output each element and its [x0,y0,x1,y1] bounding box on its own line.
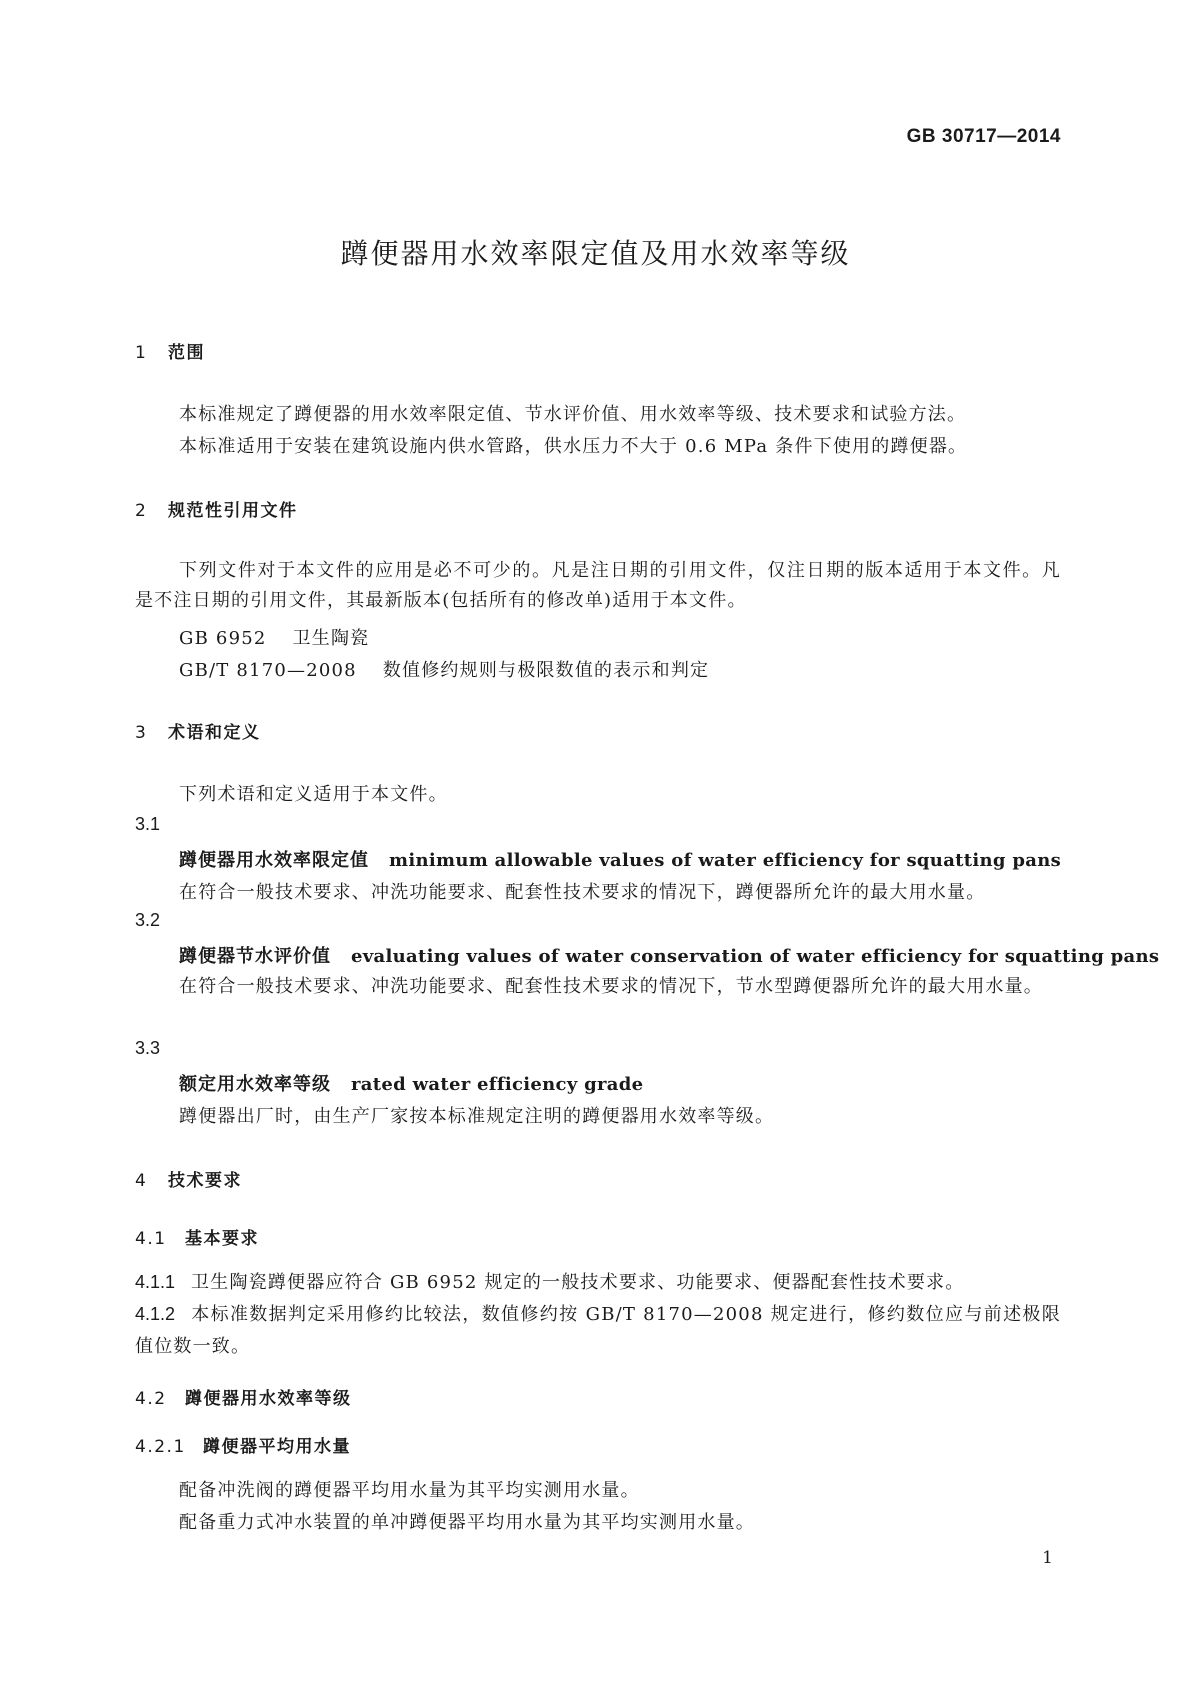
subsection-number: 4.2 [135,1389,167,1409]
section-4-paragraph-2: 配备重力式冲水装置的单冲蹲便器平均用水量为其平均实测用水量。 [179,1512,755,1533]
section-3-paragraph: 下列术语和定义适用于本文件。 [179,784,448,805]
reference-name: 卫生陶瓷 [292,628,370,649]
section-1-paragraph-2: 本标准适用于安装在建筑设施内供水管路，供水压力不大于 0.6 MPa 条件下使用的蹲便器。 [179,436,968,457]
term-english: evaluating values of water conservation of water efficiency for squatting pans [351,946,1160,967]
section-number: 4 [135,1171,148,1191]
clause-number: 4.1.1 [135,1272,176,1292]
reference-item [179,624,369,650]
section-1-heading [135,338,205,363]
term-chinese: 蹲便器用水效率限定值 [179,850,369,871]
term-definition: 在符合一般技术要求、冲洗功能要求、配套性技术要求的情况下，蹲便器所允许的最大用水量。 [179,882,986,903]
document-code: GB 30717—2014 [906,126,1061,147]
section-4-heading [135,1166,242,1191]
section-number: 3 [135,723,148,743]
subsection-4-1-heading [135,1224,259,1249]
subsection-title: 蹲便器用水效率等级 [185,1389,352,1409]
subsection-number: 4.1 [135,1229,167,1249]
term-number: 3.2 [135,910,161,930]
term-number: 3.3 [135,1038,161,1058]
term-definition: 蹲便器出厂时，由生产厂家按本标准规定注明的蹲便器用水效率等级。 [179,1106,775,1127]
page-number: 1 [1042,1548,1053,1568]
section-title: 术语和定义 [168,723,261,743]
document-title: 蹲便器用水效率限定值及用水效率等级 [340,237,851,270]
section-title: 规范性引用文件 [168,501,298,521]
clause-4-1-1 [135,1266,1061,1299]
section-number: 1 [135,343,148,363]
subsection-title: 基本要求 [185,1229,259,1249]
section-title: 范围 [168,343,205,363]
reference-code: GB/T 8170—2008 [179,660,357,681]
section-4-paragraph-1: 配备冲洗阀的蹲便器平均用水量为其平均实测用水量。 [179,1480,640,1501]
subsection-4-2-heading [135,1384,352,1409]
section-title: 技术要求 [168,1171,242,1191]
term-chinese: 额定用水效率等级 [179,1074,331,1095]
subsection-number: 4.2.1 [135,1437,186,1457]
section-1-paragraph-1: 本标准规定了蹲便器的用水效率限定值、节水评价值、用水效率等级、技术要求和试验方法。 [179,404,967,425]
clause-text: 本标准数据判定采用修约比较法，数值修约按 GB/T 8170—2008 规定进行，修约数位应与前述极限值位数一致。 [135,1304,1061,1357]
clause-text: 卫生陶瓷蹲便器应符合 GB 6952 规定的一般技术要求、功能要求、便器配套性技术要求。 [191,1272,965,1293]
term-heading [179,1070,643,1096]
reference-name: 数值修约规则与极限数值的表示和判定 [382,660,710,681]
reference-code: GB 6952 [179,628,267,649]
term-number: 3.1 [135,814,161,834]
subsection-title: 蹲便器平均用水量 [203,1437,351,1457]
term-heading [179,942,1159,968]
section-3-heading [135,718,261,743]
section-2-heading [135,496,298,521]
clause-4-1-2 [135,1298,1061,1363]
term-english: minimum allowable values of water efficiency for squatting pans [389,850,1062,871]
term-english: rated water efficiency grade [351,1074,644,1095]
reference-item [179,656,709,682]
clause-number: 4.1.2 [135,1304,176,1324]
term-chinese: 蹲便器节水评价值 [179,946,331,967]
subsection-4-2-1-heading [135,1432,351,1457]
section-2-paragraph: 下列文件对于本文件的应用是必不可少的。凡是注日期的引用文件，仅注日期的版本适用于本文件。凡是不注日期的引用文件，其最新版本(包括所有的修改单)适用于本文件。 [135,560,1061,611]
section-number: 2 [135,501,148,521]
term-definition: 在符合一般技术要求、冲洗功能要求、配套性技术要求的情况下，节水型蹲便器所允许的最大用水量。 [179,976,1043,997]
term-heading [179,846,1061,872]
